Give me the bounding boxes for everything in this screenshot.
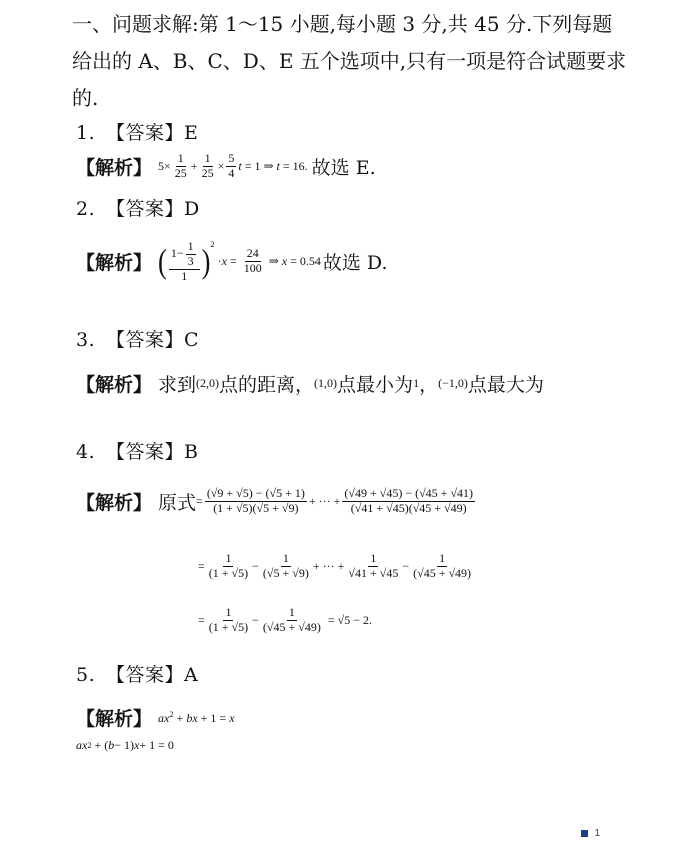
q3-answer-line (76, 325, 199, 352)
analysis-tag: 【解析】 (76, 708, 153, 730)
page-marker-icon (581, 830, 588, 837)
analysis-tag: 【解析】 (76, 491, 153, 514)
q2-answer: D (184, 198, 200, 220)
answer-tag: 【答案】 (106, 329, 185, 351)
q4-formula-line1: = $\frac{(√9 + √5) - (√5 + 1)}{(1 + √5)(√5 + √9)}$ + ··· + $\frac{(√49 + √45) - (√45 + √41)}{(√41 + √45)(√45 + √49)}$ (196, 486, 474, 515)
answer-tag: 【答案】 (106, 198, 185, 220)
q2-answer-line (76, 194, 200, 221)
q3-answer: C (184, 329, 200, 351)
q4-formula-line3: = $\frac{1}{(1 + √5)}$ − $\frac{1}{(√45 + √49)}$ = √5 − 2. (198, 605, 372, 634)
page-number (581, 828, 600, 839)
q5-answer: A (184, 664, 199, 686)
q5-formula-line2: ax 2 + ( b − 1) x + 1 = 0 (76, 738, 174, 752)
q4-formula-line2: = $\frac{1}{(1 + √5)}$ − $\frac{1}{(√5 + √9)}$ + ··· + $\frac{1}{√41 + √45}$ − $\frac{1}{(√45 + √49)}$ (198, 551, 472, 580)
q3-text: 点最小为 (337, 374, 414, 396)
section-intro: 一、问题求解:第 1～15 小题,每小题 3 分,共 45 分.下列每题给出的 A、B、C、D、E 五个选项中,只有一项是符合试题要求的. (72, 12, 627, 110)
q5-formula-line1: $ax^2$ + bx + 1 = x (158, 709, 235, 725)
page-number-text: 1 (594, 828, 600, 839)
q1-answer: E (184, 122, 199, 144)
q3-text: ， (419, 374, 439, 396)
q5-answer-line (76, 660, 198, 687)
q4-answer-line (76, 437, 198, 464)
q5-number: 5. (76, 664, 96, 686)
q4-explanation (76, 487, 477, 516)
q3-explanation (76, 370, 544, 397)
q4-lead: 原式 (158, 491, 197, 514)
answer-tag: 【答案】 (106, 664, 185, 686)
q4-answer: B (184, 441, 199, 463)
q3-value: 1 (413, 376, 420, 390)
q1-conclusion: 故选 E. (311, 156, 376, 179)
analysis-tag: 【解析】 (76, 252, 153, 275)
analysis-tag: 【解析】 (76, 374, 153, 396)
answer-tag: 【答案】 (106, 122, 185, 144)
q2-number: 2. (76, 198, 96, 220)
q3-point: (2,0) (196, 376, 220, 390)
q5-explanation (76, 704, 235, 731)
q1-answer-line (76, 118, 198, 145)
q2-formula: ( 1− $\frac{1}{3}$ 1 ) 2 · x = $\frac{24}{100}$ ⇒ x = 0.54 (158, 239, 321, 283)
q1-formula: 5× $\frac{1}{25}$ + $\frac{1}{25}$ × $\frac{5}{4}$ t = 1 ⇒ t = 16. (158, 151, 308, 180)
analysis-tag: 【解析】 (76, 156, 153, 179)
q3-text: 求到 (158, 374, 197, 396)
q3-point: (1,0) (314, 376, 338, 390)
q1-number: 1. (76, 122, 96, 144)
q3-point: (−1,0) (438, 376, 468, 390)
q1-explanation (76, 152, 376, 181)
q2-explanation (76, 240, 388, 283)
q3-text: 点最大为 (467, 374, 544, 396)
q3-number: 3. (76, 329, 96, 351)
q2-conclusion: 故选 D. (322, 252, 388, 275)
answer-tag: 【答案】 (106, 441, 185, 463)
q4-result: = √5 − 2. (327, 612, 372, 627)
q4-number: 4. (76, 441, 96, 463)
q3-text: 点的距离， (219, 374, 315, 396)
